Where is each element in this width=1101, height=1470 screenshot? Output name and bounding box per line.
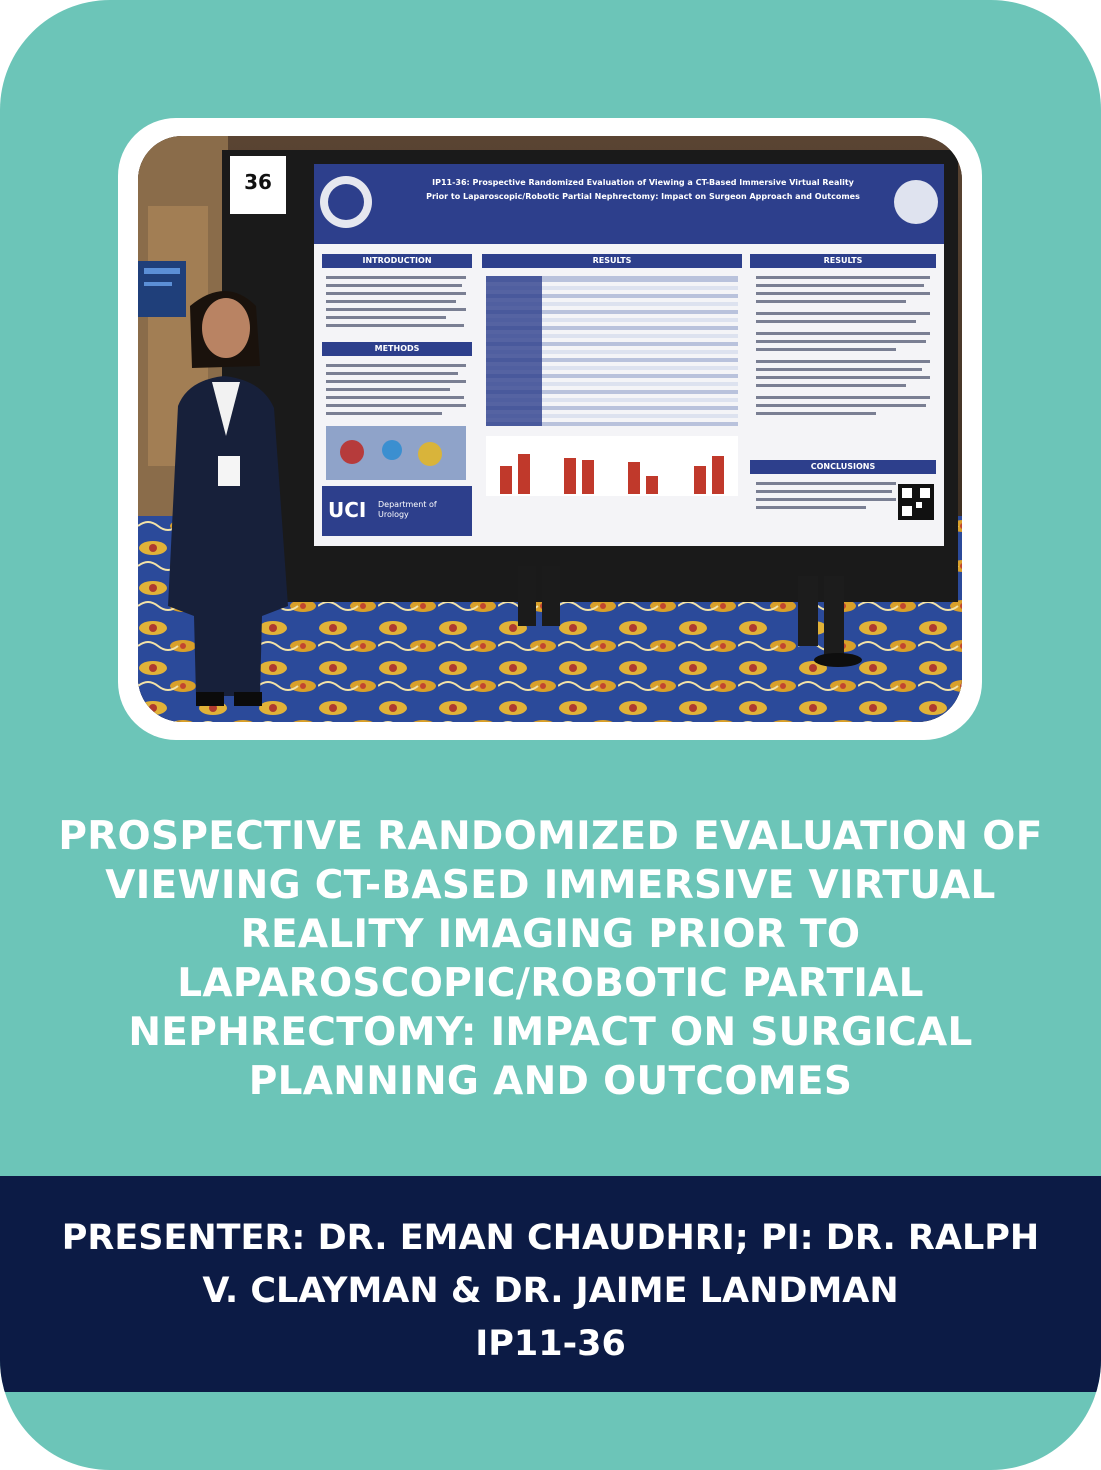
poster-results-heading-right: RESULTS	[823, 256, 863, 265]
presenter-credits: PRESENTER: DR. EMAN CHAUDHRI; PI: DR. RALPH V. CLAYMAN & DR. JAIME LANDMAN	[61, 1218, 1040, 1311]
poster-session-photo	[138, 136, 962, 722]
session-title: PROSPECTIVE RANDOMIZED EVALUATION OF VIEWING CT-BASED IMMERSIVE VIRTUAL REALITY IMAGING PRIOR TO LAPAROSCOPIC/ROBOTIC PARTIAL NEPHRECTOMY: IMPACT ON SURGICAL PLANNING AND OUTCOMES	[58, 814, 1043, 1104]
poster-conclusions-heading: CONCLUSIONS	[810, 462, 876, 471]
poster-results-heading-left: RESULTS	[592, 256, 632, 265]
poster-methods-heading: METHODS	[374, 344, 420, 353]
poster-title-line-2: Prior to Laparoscopic/Robotic Partial Nephrectomy: Impact on Surgeon Approach and Outcomes	[426, 192, 860, 201]
poster-introduction-heading: INTRODUCTION	[362, 256, 432, 265]
abstract-code: IP11-36	[475, 1324, 626, 1364]
presenter-footer	[0, 1176, 1101, 1392]
poster-title-line-1: IP11-36: Prospective Randomized Evaluation of Viewing a CT-Based Immersive Virtual Reality	[432, 178, 854, 187]
poster-uci-logo: UCI	[328, 498, 367, 522]
poster-department-label: Department of Urology	[378, 500, 437, 519]
photo-frame	[118, 118, 982, 740]
booth-number-card: 36	[244, 170, 272, 194]
